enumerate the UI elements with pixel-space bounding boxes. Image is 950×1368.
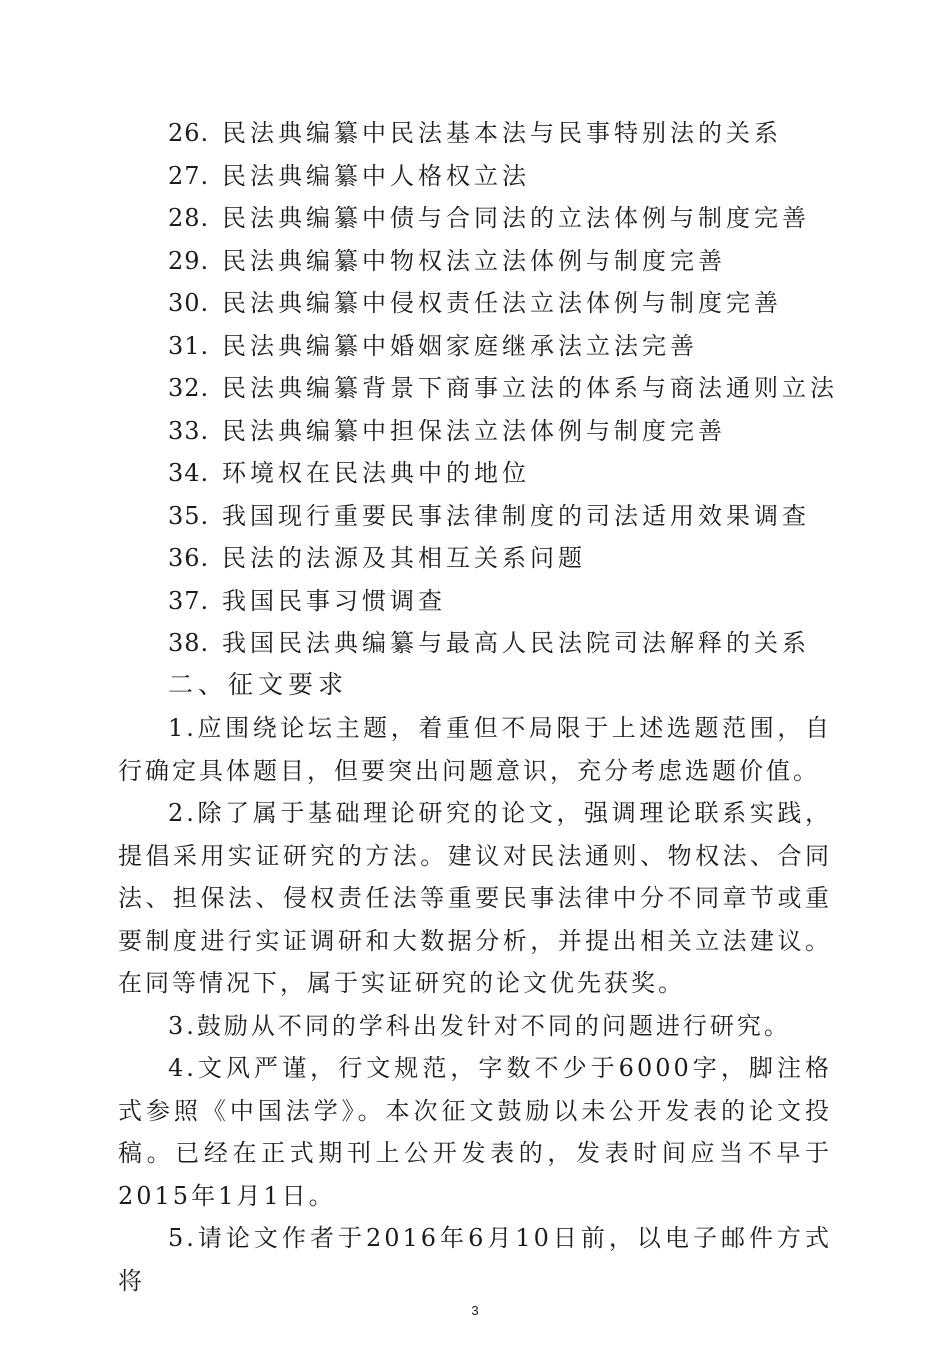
list-item bbox=[168, 282, 838, 325]
item-text: 我国民事习惯调查 bbox=[222, 586, 446, 615]
item-number: 27. bbox=[168, 161, 210, 190]
item-number: 36. bbox=[168, 544, 210, 572]
list-item bbox=[168, 155, 838, 198]
item-text: 民法典编纂中担保法立法体例与制度完善 bbox=[222, 416, 726, 445]
item-number: 35. bbox=[168, 501, 210, 530]
item-number: 29. bbox=[168, 246, 210, 275]
item-number: 34. bbox=[168, 459, 210, 487]
item-number: 28. bbox=[168, 204, 210, 232]
list-item bbox=[168, 622, 838, 665]
requirement-paragraph: 5.请论文作者于2016年6月10日前，以电子邮件方式将 bbox=[118, 1224, 832, 1295]
item-text: 民法典编纂中婚姻家庭继承法立法完善 bbox=[222, 331, 698, 360]
requirement-paragraph: 1.应围绕论坛主题，着重但不局限于上述选题范围，自行确定具体题目，但要突出问题意识，充分考虑选题价值。 bbox=[118, 714, 832, 785]
topic-list bbox=[168, 112, 838, 665]
section-heading: 二、征文要求 bbox=[168, 670, 349, 699]
item-text: 环境权在民法典中的地位 bbox=[222, 459, 530, 487]
item-text: 民法典编纂中物权法立法体例与制度完善 bbox=[222, 246, 726, 275]
item-text: 民法典编纂中民法基本法与民事特别法的关系 bbox=[222, 119, 782, 147]
list-item bbox=[168, 112, 838, 155]
page-number: 3 bbox=[471, 1303, 479, 1318]
item-number: 33. bbox=[168, 416, 210, 445]
item-number: 31. bbox=[168, 331, 210, 360]
item-text: 民法典编纂中债与合同法的立法体例与制度完善 bbox=[222, 204, 810, 232]
requirement-paragraph: 3.鼓励从不同的学科出发针对不同的问题进行研究。 bbox=[168, 1011, 791, 1040]
item-text: 我国民法典编纂与最高人民法院司法解释的关系 bbox=[222, 629, 810, 657]
item-text: 民法典编纂中侵权责任法立法体例与制度完善 bbox=[222, 289, 782, 317]
item-text: 民法的法源及其相互关系问题 bbox=[222, 544, 586, 572]
item-number: 37. bbox=[168, 586, 210, 615]
item-text: 我国现行重要民事法律制度的司法适用效果调查 bbox=[222, 501, 810, 530]
list-item bbox=[168, 452, 838, 495]
item-number: 30. bbox=[168, 289, 210, 317]
requirement-paragraph: 2.除了属于基础理论研究的论文，强调理论联系实践，提倡采用实证研究的方法。建议对民法通则、物权法、合同法、担保法、侵权责任法等重要民事法律中分不同章节或重要制度进行实证调研和大数据分析，并提出相关立法建议。在同等情况下，属于实证研究的论文优先获奖。 bbox=[118, 799, 832, 997]
requirements-body bbox=[118, 707, 832, 1302]
item-text: 民法典编纂背景下商事立法的体系与商法通则立法 bbox=[222, 374, 838, 402]
list-item bbox=[168, 495, 838, 538]
item-text: 民法典编纂中人格权立法 bbox=[222, 161, 530, 190]
list-item bbox=[168, 367, 838, 410]
list-item bbox=[168, 240, 838, 283]
list-item bbox=[168, 197, 838, 240]
requirement-paragraph: 4.文风严谨，行文规范，字数不少于6000字，脚注格式参照《中国法学》。本次征文鼓励以未公开发表的论文投稿。已经在正式期刊上公开发表的，发表时间应当不早于2015年1月1日。 bbox=[118, 1054, 832, 1210]
list-item bbox=[168, 537, 838, 580]
list-item bbox=[168, 325, 838, 368]
list-item bbox=[168, 580, 838, 623]
list-item bbox=[168, 410, 838, 453]
item-number: 32. bbox=[168, 374, 210, 402]
item-number: 26. bbox=[168, 119, 210, 147]
item-number: 38. bbox=[168, 629, 210, 657]
